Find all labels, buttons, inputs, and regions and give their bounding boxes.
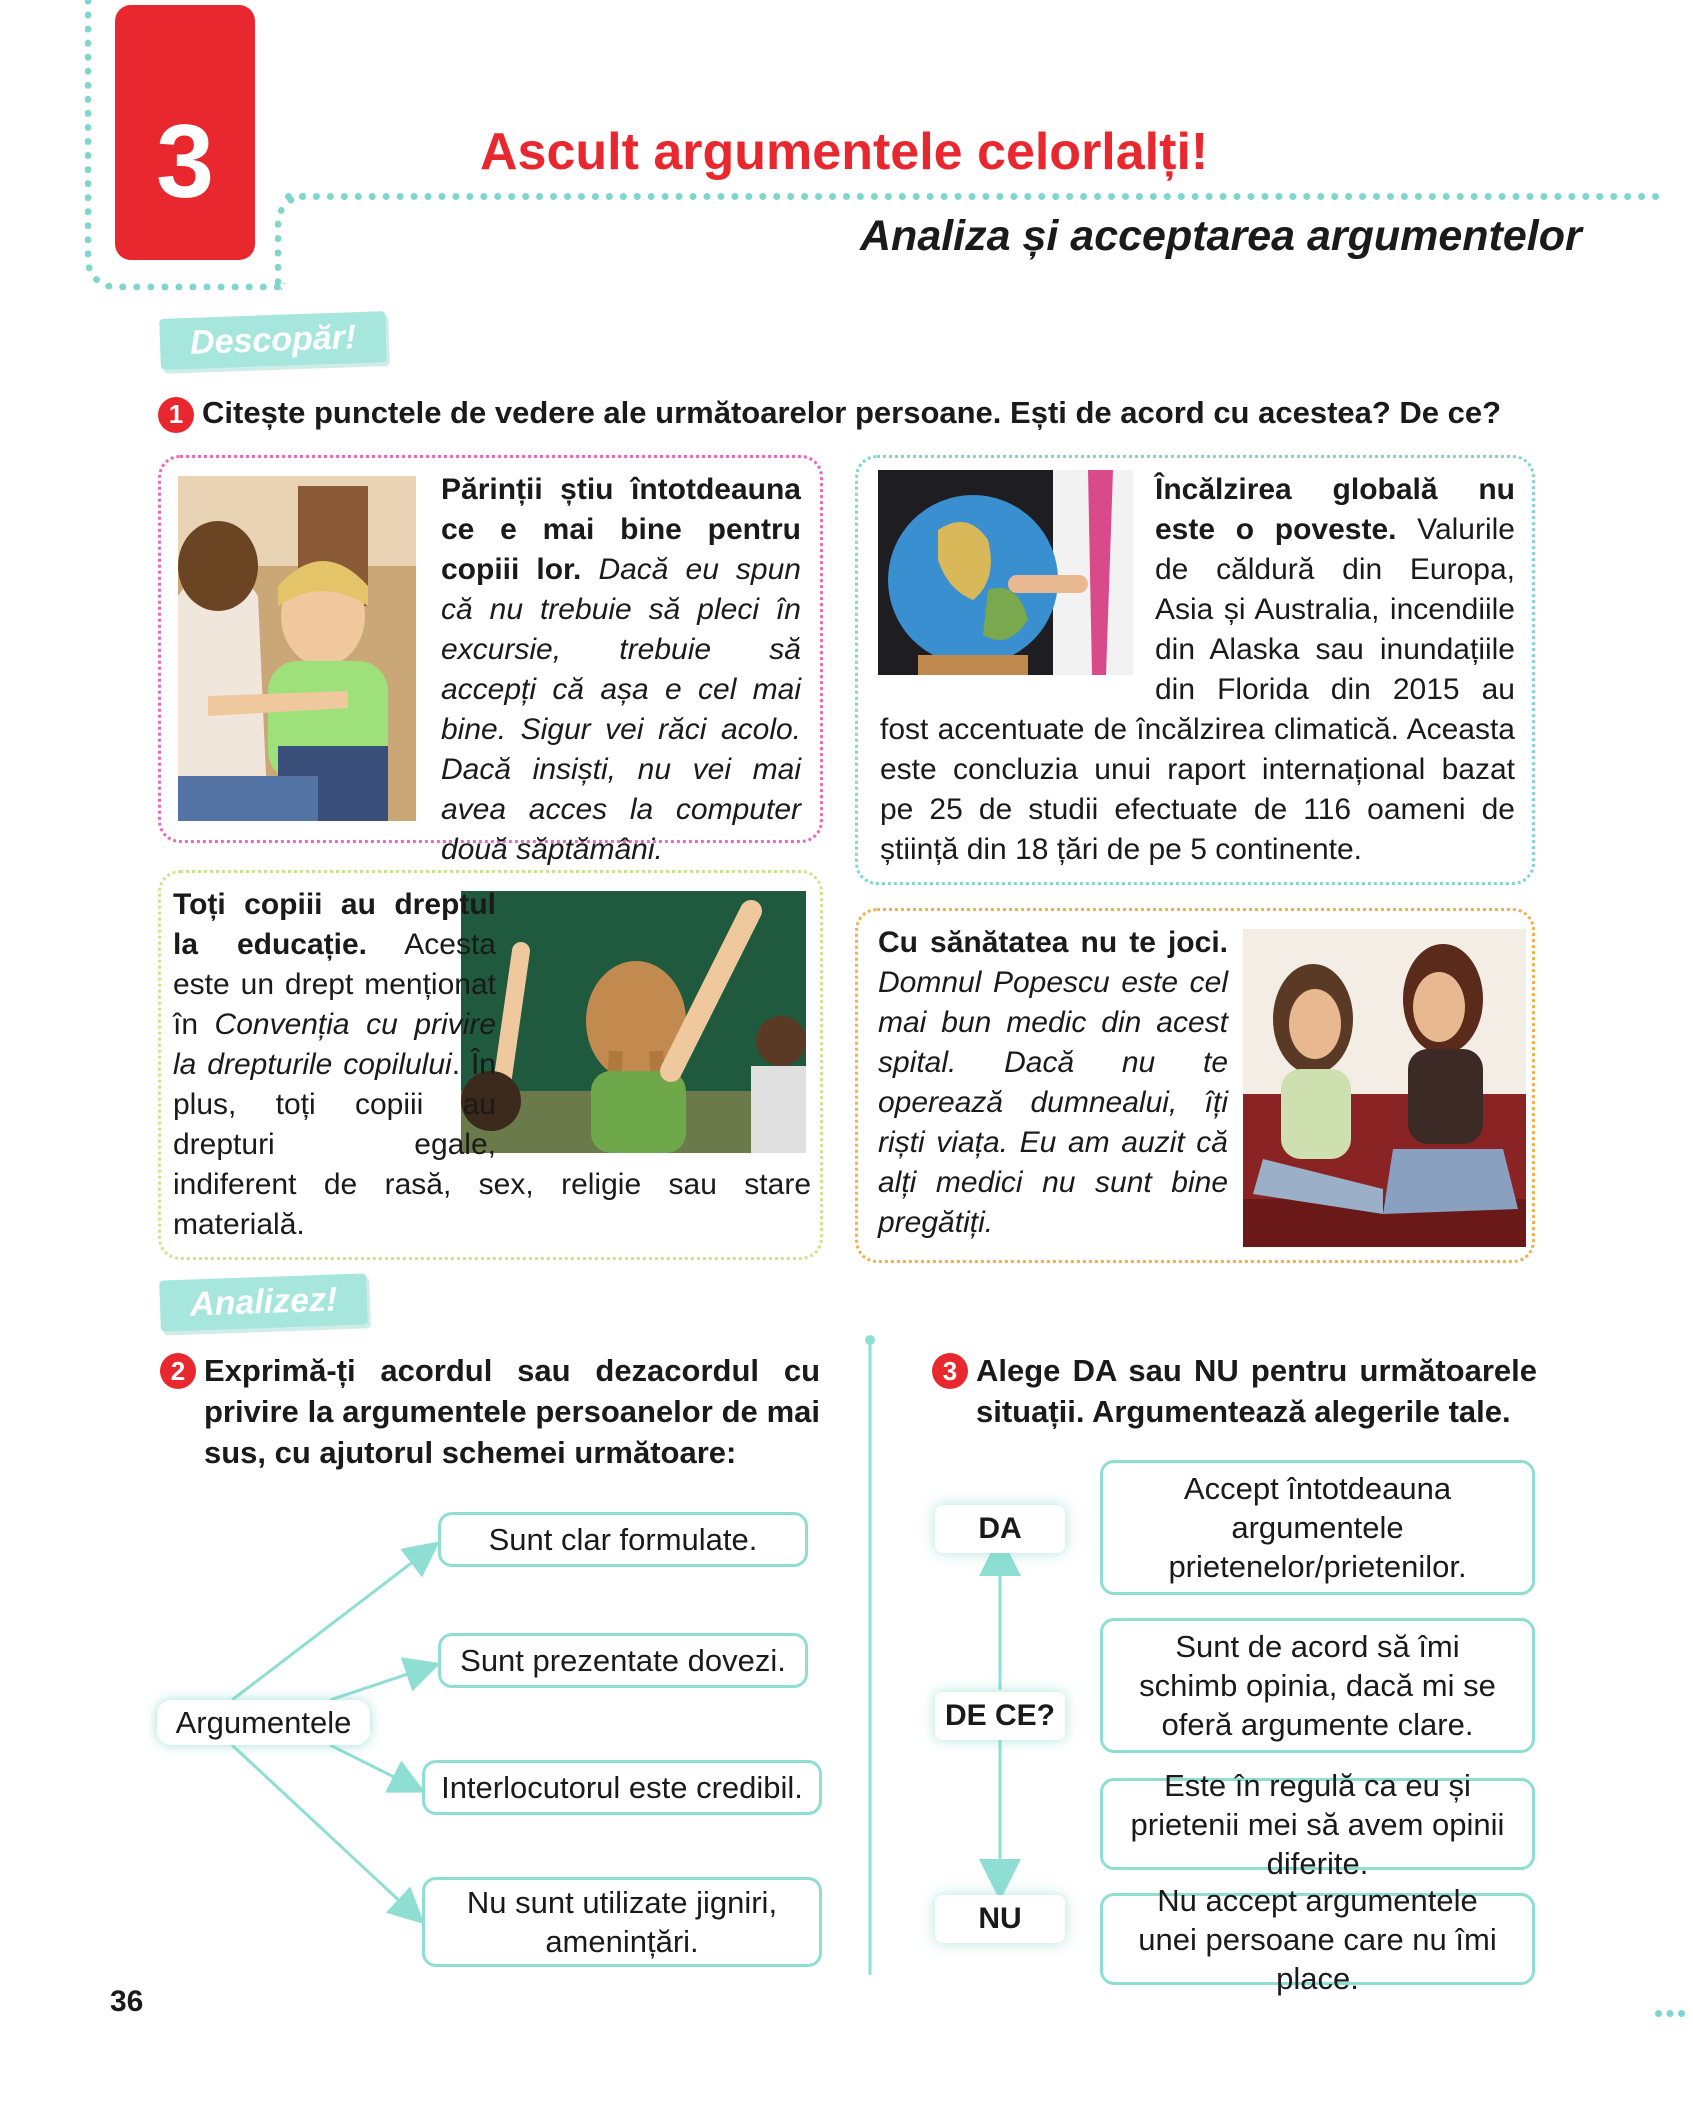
- task-3-text: Alege DA sau NU pentru următoarele situații. Argumentează alegerile tale.: [976, 1353, 1537, 1429]
- scheme-branch-1: Sunt clar formulate.: [438, 1512, 808, 1567]
- card-parents-body: Dacă eu spun că nu trebuie să pleci în excursie, trebuie să accepți că așa e cel mai bine. Sigur vei răci acolo. Dacă insiști, nu vei mai avea acces la computer două săptămâni.: [441, 553, 801, 866]
- card-warming-heading: Încălzirea globală nu este o poveste.: [1155, 473, 1515, 546]
- scheme-branch-3: Interlocutorul este credibil.: [422, 1760, 822, 1815]
- card-warming-body: Valurile de căldură din Europa, Asia și Australia, incendiile din Alaska sau inundațiile din Florida din 2015 au fost accentuate de încălzirea climatică. Aceasta este concluzia unui raport internațional bazat pe 25 de studii efectuate de 116 oameni de știință din 18 țări de pe 5 continente.: [880, 513, 1515, 866]
- task-3: [932, 1350, 1537, 1432]
- task-1-text: Citește punctele de vedere ale următoarelor persoane. Ești de acord cu acestea? De ce?: [202, 395, 1502, 430]
- statement-box-3: Este în regulă ca eu și prietenii mei să avem opinii diferite.: [1100, 1778, 1535, 1870]
- page-title: Ascult argumentele celorlalți!: [480, 123, 1209, 181]
- card-parents-heading: Părinții știu întotdeauna ce e mai bine pentru copiii lor.: [441, 473, 801, 586]
- card-education-body-1: Acesta este un drept menționat în: [173, 928, 496, 1041]
- statement-box-2: Sunt de acord să îmi schimb opinia, dacă mi se oferă argumente clare.: [1100, 1618, 1535, 1753]
- section-label-analyze: Analizez!: [159, 1273, 368, 1331]
- scheme-root-box: Argumentele: [157, 1700, 370, 1745]
- scale-yes-label: DA: [935, 1505, 1065, 1553]
- page-number: 36: [110, 1985, 144, 2018]
- task-2-text: Exprimă-ți acordul sau dezacordul cu privire la argumentele persoanelor de mai sus, cu ajutorul schemei următoare:: [204, 1353, 820, 1470]
- card-health-heading: Cu sănătatea nu te joci.: [878, 926, 1228, 959]
- task-number-badge: 1: [158, 397, 194, 433]
- statement-box-4: Nu accept argumentele unei persoane care nu îmi place.: [1100, 1893, 1535, 1985]
- card-health-body: Domnul Popescu este cel mai bun medic din acest spital. Dacă nu te operează dumnealui, îți riști viața. Eu am auzit că alți medici nu sunt bine pregătiți.: [878, 966, 1228, 1239]
- scale-no-label: NU: [935, 1895, 1065, 1943]
- card-education-body-2: . În plus, toți copiii au drepturi egale, indiferent de rasă, sex, religie sau stare materială.: [173, 1048, 811, 1241]
- task-number-badge: 2: [160, 1353, 196, 1389]
- scheme-branch-4: Nu sunt utilizate jigniri, amenințări.: [422, 1877, 822, 1967]
- lesson-number-badge: 3: [115, 5, 255, 260]
- statement-box-1: Accept întotdeauna argumentele prietenelor/prietenilor.: [1100, 1460, 1535, 1595]
- card-education-body-italic: Convenția cu privire la drepturile copilului: [173, 1008, 496, 1081]
- scheme-branch-2: Sunt prezentate dovezi.: [438, 1633, 808, 1688]
- task-number-badge: 3: [932, 1353, 968, 1389]
- section-label-discover: Descopăr!: [159, 311, 387, 370]
- card-education-heading: Toți copiii au dreptul la educație.: [173, 888, 496, 961]
- page-subtitle: Analiza și acceptarea argumentelor: [860, 212, 1582, 260]
- scale-why-label: DE CE?: [935, 1692, 1065, 1740]
- footer-dots-decoration: [1655, 2010, 1685, 2017]
